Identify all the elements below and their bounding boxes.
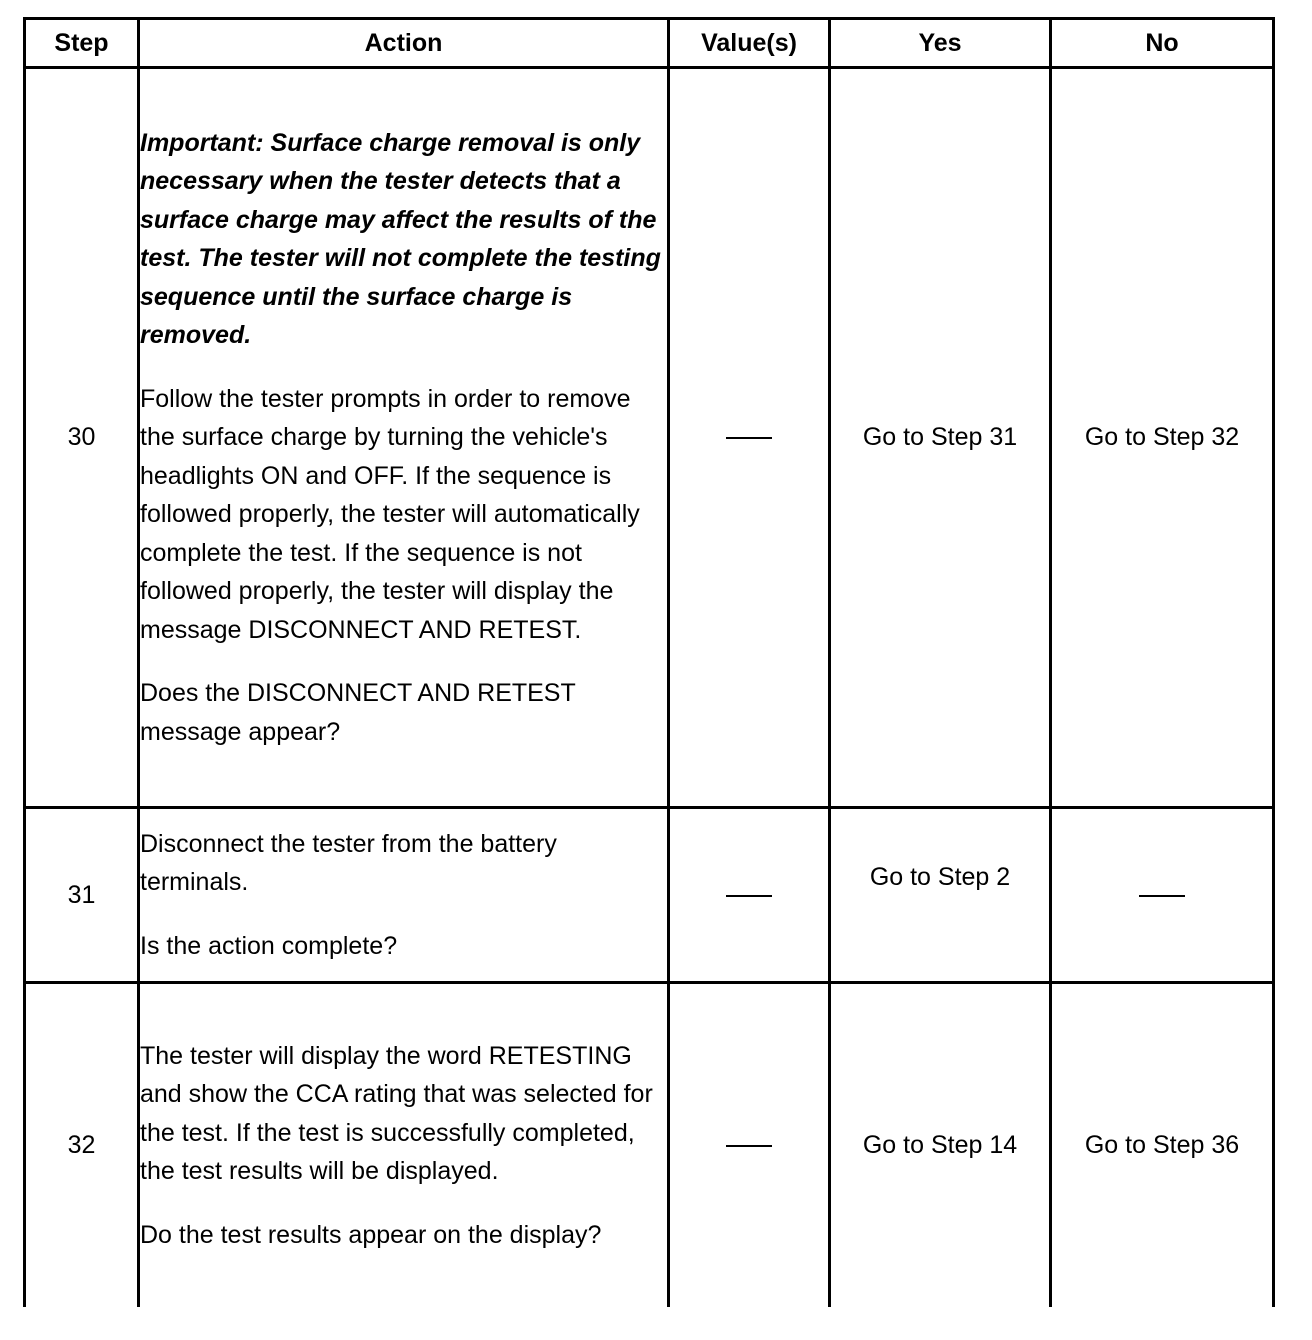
action-cell — [139, 983, 669, 1307]
value-cell — [669, 983, 830, 1307]
yes-result: Go to Step 2 — [830, 808, 1051, 983]
action-instruction: The tester will display the word RETESTING and show the CCA rating that was selected for the test. If the test is successfully completed, the test results will be displayed. — [140, 1041, 653, 1185]
header-action: Action — [139, 19, 669, 68]
action-instruction: Follow the tester prompts in order to remove the surface charge by turning the vehicle's headlights ON and OFF. If the sequence is followed properly, the tester will automatically complete the test. If the sequence is not followed properly, the tester will display the message DISCONNECT AND RETEST. — [140, 384, 640, 644]
value-cell — [669, 808, 830, 983]
step-number: 31 — [25, 808, 139, 983]
diagnostic-steps-table — [23, 17, 1275, 1307]
no-result: Go to Step 36 — [1051, 983, 1274, 1307]
value-dash — [726, 437, 772, 439]
value-cell — [669, 68, 830, 808]
header-step: Step — [25, 19, 139, 68]
action-question: Is the action complete? — [140, 931, 398, 960]
table-row — [25, 983, 1274, 1307]
table-row — [25, 68, 1274, 808]
table-row — [25, 808, 1274, 983]
action-question: Does the DISCONNECT AND RETEST message appear? — [140, 679, 576, 746]
no-result — [1051, 808, 1274, 983]
step-number: 30 — [25, 68, 139, 808]
step-number: 32 — [25, 983, 139, 1307]
action-cell — [139, 808, 669, 983]
action-instruction: Disconnect the tester from the battery terminals. — [140, 829, 557, 897]
action-question: Do the test results appear on the display? — [140, 1220, 602, 1249]
value-dash — [726, 895, 772, 897]
header-no: No — [1051, 19, 1274, 68]
yes-result: Go to Step 31 — [830, 68, 1051, 808]
value-dash — [726, 1145, 772, 1147]
action-cell — [139, 68, 669, 808]
header-values: Value(s) — [669, 19, 830, 68]
yes-result: Go to Step 14 — [830, 983, 1051, 1307]
important-note: Important: Surface charge removal is only necessary when the tester detects that a surface charge may affect the results of the test. The tester will not complete the testing sequence until the surface charge is removed. — [140, 128, 661, 350]
no-dash — [1139, 895, 1185, 897]
no-result: Go to Step 32 — [1051, 68, 1274, 808]
header-yes: Yes — [830, 19, 1051, 68]
table-header-row — [25, 19, 1274, 68]
